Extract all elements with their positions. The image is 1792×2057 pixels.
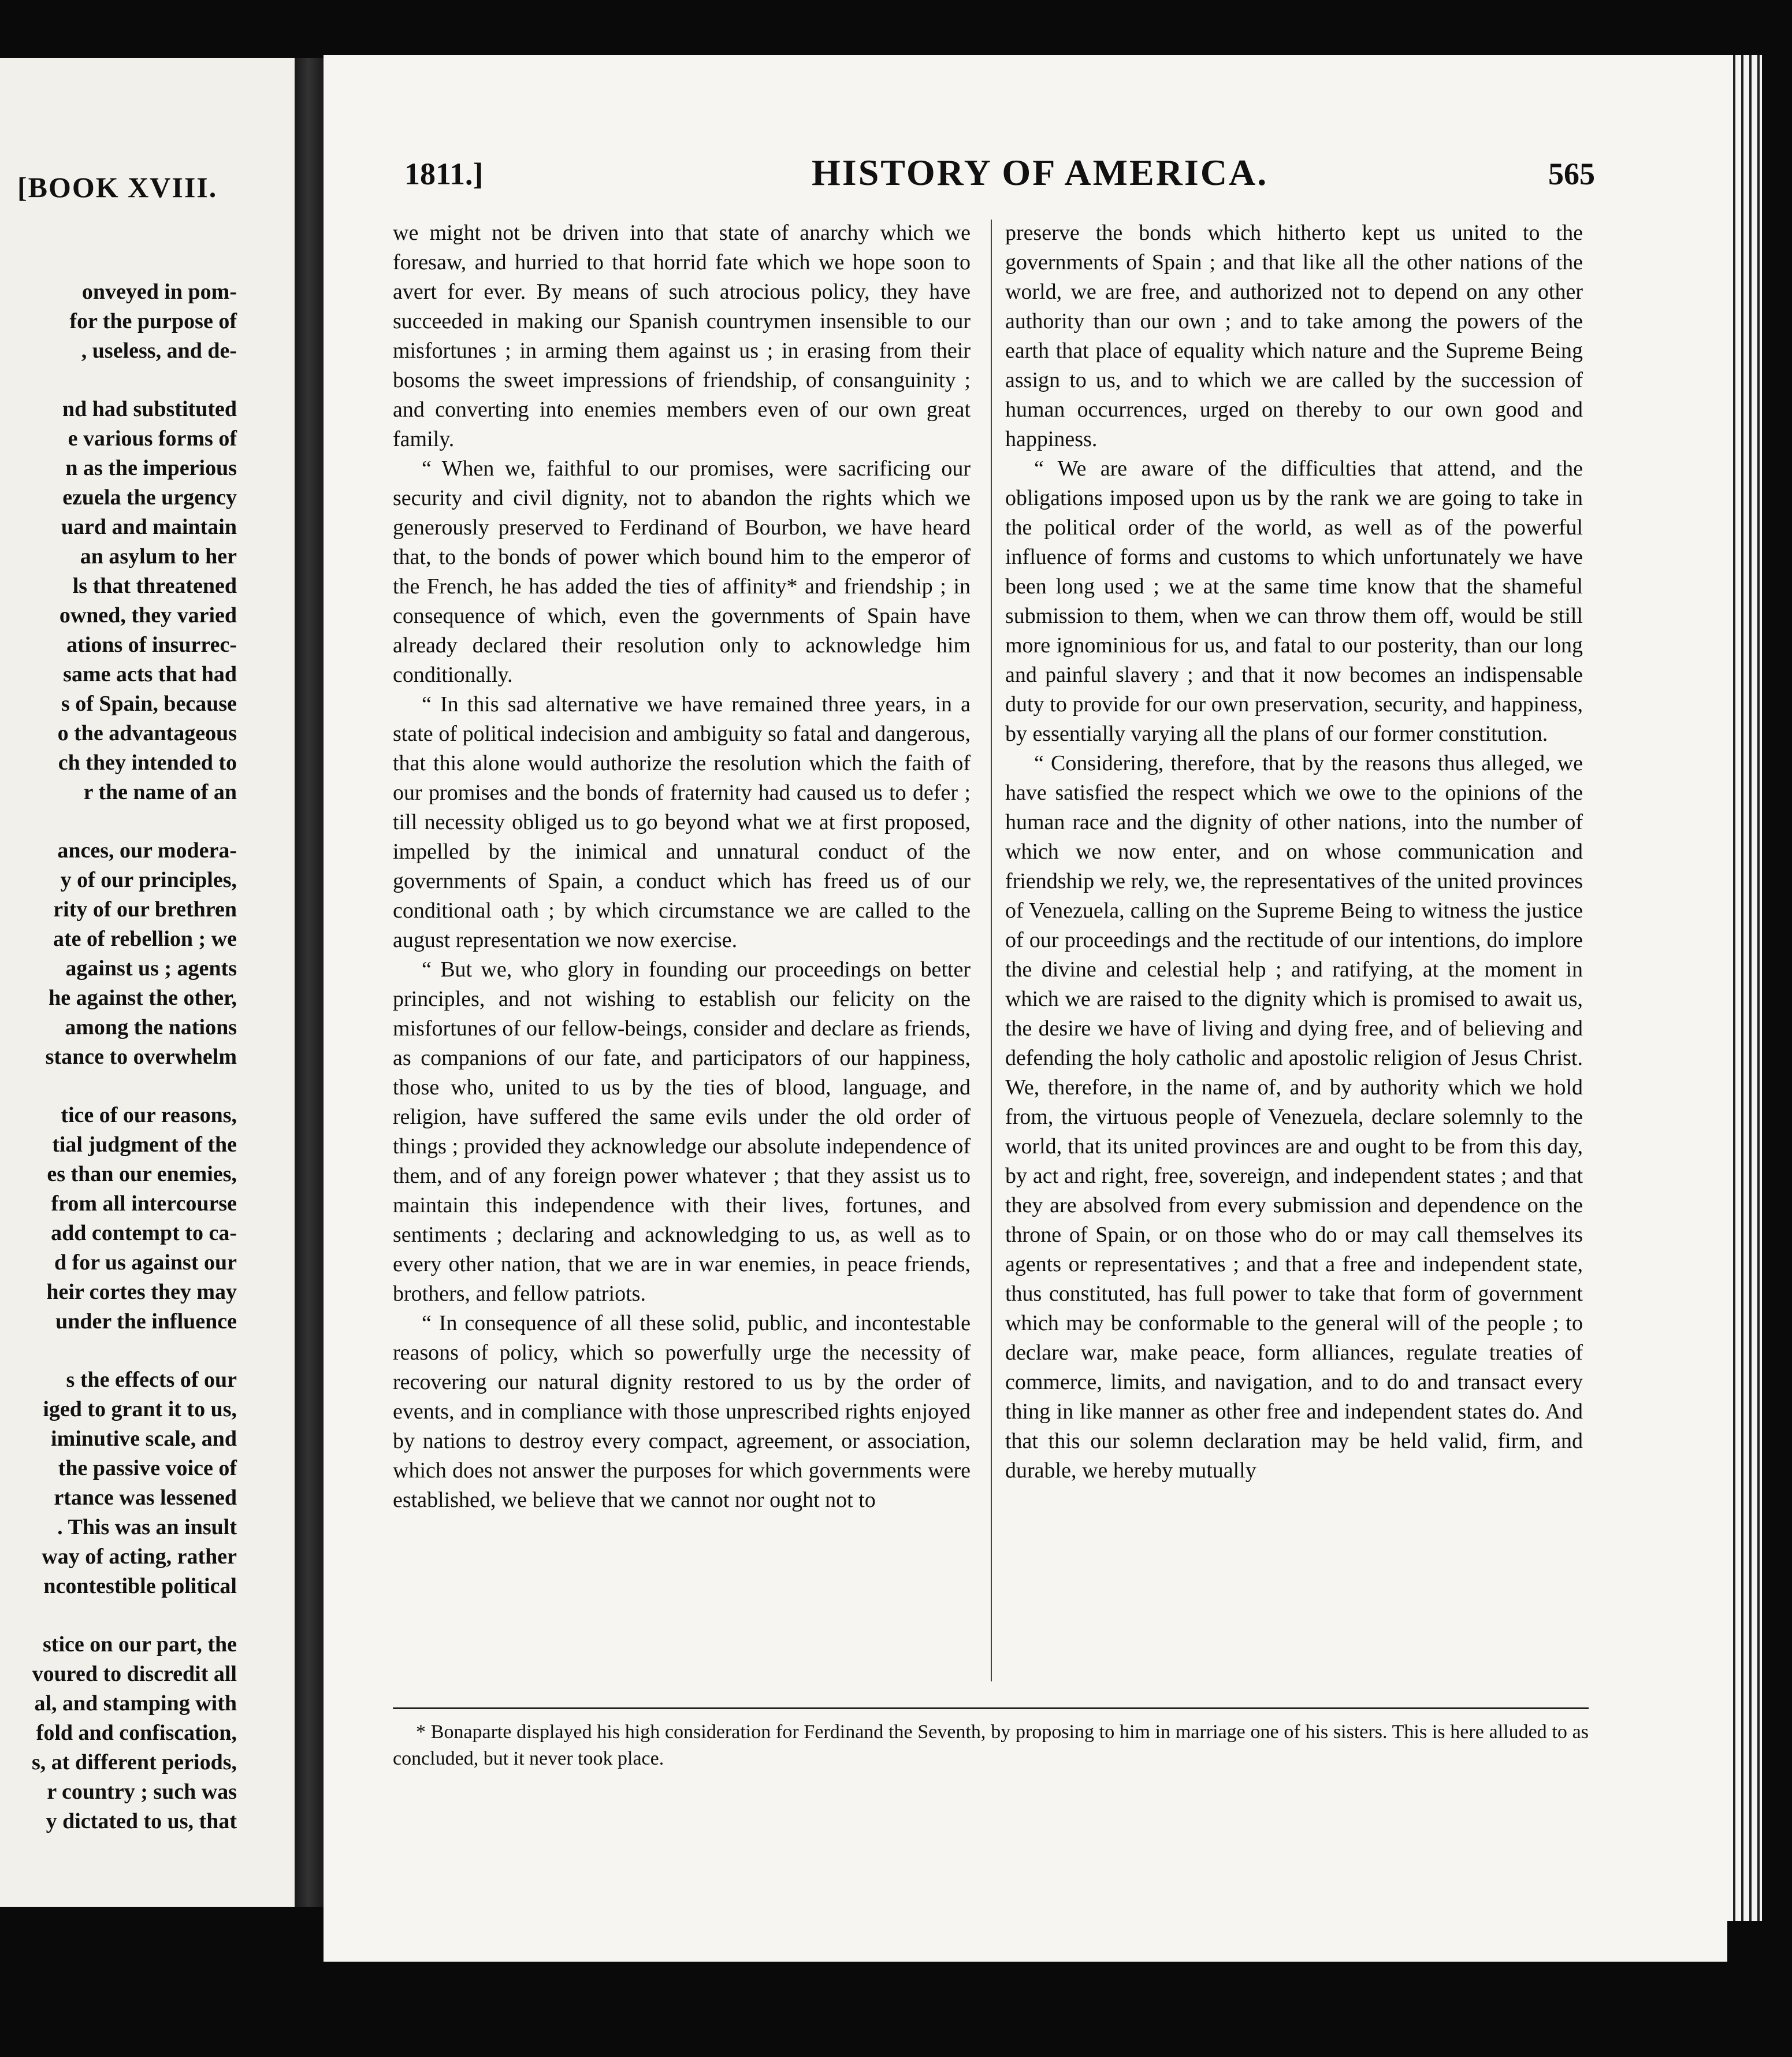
footnote-text: * Bonaparte displayed his high consideration for Ferdinand the Seventh, by proposing to him in marriage one of his sisters. This is here alluded to as concluded, but it never took place. [393,1721,1589,1769]
paragraph: “ We are aware of the difficulties that attend, and the obligations imposed upon us by the rank we are going to take in the political order of the world, as well as of the powerful influence of forms and customs to which unfortunately we have been long used ; we at the same time know that the shameful submission to them, when we can throw them off, would be still more ignominious for us, and fatal to our posterity, than our long and painful slavery ; and that it now becomes an indispensable duty to provide for our own preservation, security, and happiness, by essentially varying all the plans of our former constitution. [1005,456,1583,746]
left-page-line: y of our principles, [60,868,237,892]
left-page-line: from all intercourse [51,1191,237,1216]
left-page-line [0,1072,237,1101]
left-page-text [0,277,237,1836]
left-page-line [0,807,237,836]
left-page-line [0,366,237,395]
paragraph: “ When we, faithful to our promises, were sacrificing our security and civil dignity, not to abandon the rights which we generously preserved to Ferdinand of Bourbon, we have heard that, to the bonds of power which bound him to the emperor of the French, he has added the ties of affinity* and friendship ; in consequence of which, even the governments of Spain have already declared their resolution only to acknowledge him conditionally. [393,456,971,687]
left-page-line: e various forms of [68,426,237,451]
left-page-line: tice of our reasons, [61,1103,237,1127]
left-page-line: ations of insurrec- [66,633,237,657]
left-page-line: among the nations [65,1015,237,1039]
left-page-line: stice on our part, the [43,1632,237,1657]
left-page-line: n as the imperious [65,456,237,480]
left-page-line: he against the other, [49,986,237,1010]
left-page-line: s, at different periods, [32,1750,237,1774]
left-page-line: iged to grant it to us, [43,1397,237,1421]
left-page-line: under the influence [55,1309,237,1334]
left-page-line: r the name of an [83,780,237,804]
left-page-line: rtance was lessened [54,1486,237,1510]
paragraph: “ In consequence of all these solid, public, and incontestable reasons of policy, which so powerfully urge the necessity of recovering our natural dignity restored to us by the order of events, and in compliance with those unprescribed rights enjoyed by nations to destroy every compact, agreement, or association, which does not answer the purposes for which governments were established, we believe that we cannot nor ought not to [393,1311,971,1512]
left-page-line: onveyed in pom- [81,280,237,304]
running-head-title: HISTORY OF AMERICA. [812,152,1269,193]
left-page-line: voured to discredit all [32,1662,237,1686]
left-page-line: uard and maintain [61,515,237,539]
left-page-line: o the advantageous [57,721,237,745]
left-page-line [0,1336,237,1365]
left-page-line: ances, our modera- [57,838,237,863]
left-page-line: fold and confiscation, [36,1721,237,1745]
left-page-line: for the purpose of [69,309,237,333]
footnote [393,1719,1589,1772]
paragraph: “ In this sad alternative we have remained three years, in a state of political indecision and ambiguity so fatal and dangerous, that this alone would authorize the resolution which the faith of our promises and the bonds of fraternity had caused us to defer ; till necessity obliged us to go beyond what we at first proposed, impelled by the inimical and unnatural conduct of the governments of Spain, a conduct which has freed us of our conditional oath ; by which circumstance we are called to the august representation we now exercise. [393,692,971,952]
left-page [0,58,295,1907]
text-column-left [393,218,971,1515]
left-page-line: . This was an insult [57,1515,237,1539]
left-page-line: against us ; agents [65,956,237,981]
column-divider [991,220,992,1681]
left-page-line: s the effects of our [66,1368,237,1392]
left-page-line: nd had substituted [62,397,237,421]
page-edges [1727,55,1762,1921]
paragraph: preserve the bonds which hitherto kept us united to the governments of Spain ; and that like all the other nations of the world, we are free, and authorized not to depend on any other authority than our own ; and to take among the powers of the earth that place of equality which nature and the Supreme Being assign to us, and to which we are called by the succession of human occurrences, urged on thereby to our own good and happiness. [1005,221,1583,451]
left-page-line: rity of our brethren [53,897,237,922]
left-page-line: stance to overwhelm [45,1045,237,1069]
text-column-right [1005,218,1583,1486]
left-page-line: ate of rebellion ; we [53,927,237,951]
running-head-year: 1811.] [404,157,484,191]
left-page-line: ch they intended to [58,751,237,775]
left-page-line: way of acting, rather [42,1544,237,1569]
paragraph: “ Considering, therefore, that by the reasons thus alleged, we have satisfied the respect which we owe to the opinions of the human race and the dignity of other nations, into the number of which we now enter, and on whose communication and friendship we rely, we, the representatives of the united provinces of Venezuela, calling on the Supreme Being to witness the justice of our proceedings and the rectitude of our intentions, do implore the divine and celestial help ; and ratifying, at the moment in which we are raised to the dignity which is promised to await us, the desire we have of living and dying free, and of believing and defending the holy catholic and apostolic religion of Jesus Christ. We, therefore, in the name of, and by authority which we hold from, the virtuous people of Venezuela, declare solemnly to the world, that its united provinces are and ought to be from this day, by act and right, free, sovereign, and independent states ; and that they are absolved from every submission and dependence on the throne of Spain, or on those who do or may call themselves its agents or representatives ; and that a free and independent state, thus constituted, has full power to take that form of government which may be conformable to the general will of the people ; to declare war, make peace, form alliances, regulate treaties of commerce, limits, and navigation, and to do and transact every thing in like manner as other free and independent states do. And that this our solemn declaration may be held valid, firm, and durable, we hereby mutually [1005,751,1583,1483]
left-page-line: the passive voice of [58,1456,237,1480]
left-page-line: add contempt to ca- [51,1221,237,1245]
footnote-rule [393,1707,1589,1709]
left-page-line: , useless, and de- [81,339,237,363]
paragraph: we might not be driven into that state of anarchy which we foresaw, and hurried to that horrid fate which we hope soon to avert for ever. By means of such atrocious policy, they have succeeded in making our Spanish countrymen insensible to our misfortunes ; in arming them against us ; in erasing from their bosoms the sweet impressions of friendship, of consanguinity ; and converting into enemies members even of our own great family. [393,221,971,451]
left-page-line: ezuela the urgency [62,485,237,510]
left-page-line [0,1601,237,1630]
left-page-line: s of Spain, because [61,692,237,716]
left-page-line: al, and stamping with [34,1691,237,1716]
left-page-line: iminutive scale, and [51,1427,237,1451]
left-page-line: y dictated to us, that [46,1809,237,1833]
left-page-line: heir cortes they may [46,1280,237,1304]
left-page-line: d for us against our [54,1250,237,1275]
left-page-header: [BOOK XVIII. [17,171,218,203]
left-page-line: same acts that had [63,662,237,686]
paragraph: “ But we, who glory in founding our proceedings on better principles, and not wishing to establish our felicity on the misfortunes of our fellow-beings, consider and declare as friends, as companions of our fate, and participators of our happiness, those who, united to us by the ties of blood, language, and religion, have suffered the same evils under the old order of things ; provided they acknowledge our absolute independence of them, and of any foreign power whatever ; that they assist us to maintain this independence with their lives, fortunes, and sentiments ; declaring and acknowledging to us, as well as to every other nation, that we are in war enemies, in peace friends, brothers, and fellow patriots. [393,957,971,1306]
left-page-line: r country ; such was [47,1780,237,1804]
left-page-line: owned, they varied [59,603,237,628]
page-number: 565 [1548,157,1595,191]
left-page-line: an asylum to her [80,544,237,569]
left-page-line: ls that threatened [72,574,237,598]
left-page-line: es than our enemies, [47,1162,237,1186]
left-page-line: ncontestible political [43,1574,237,1598]
left-page-line: tial judgment of the [52,1133,237,1157]
